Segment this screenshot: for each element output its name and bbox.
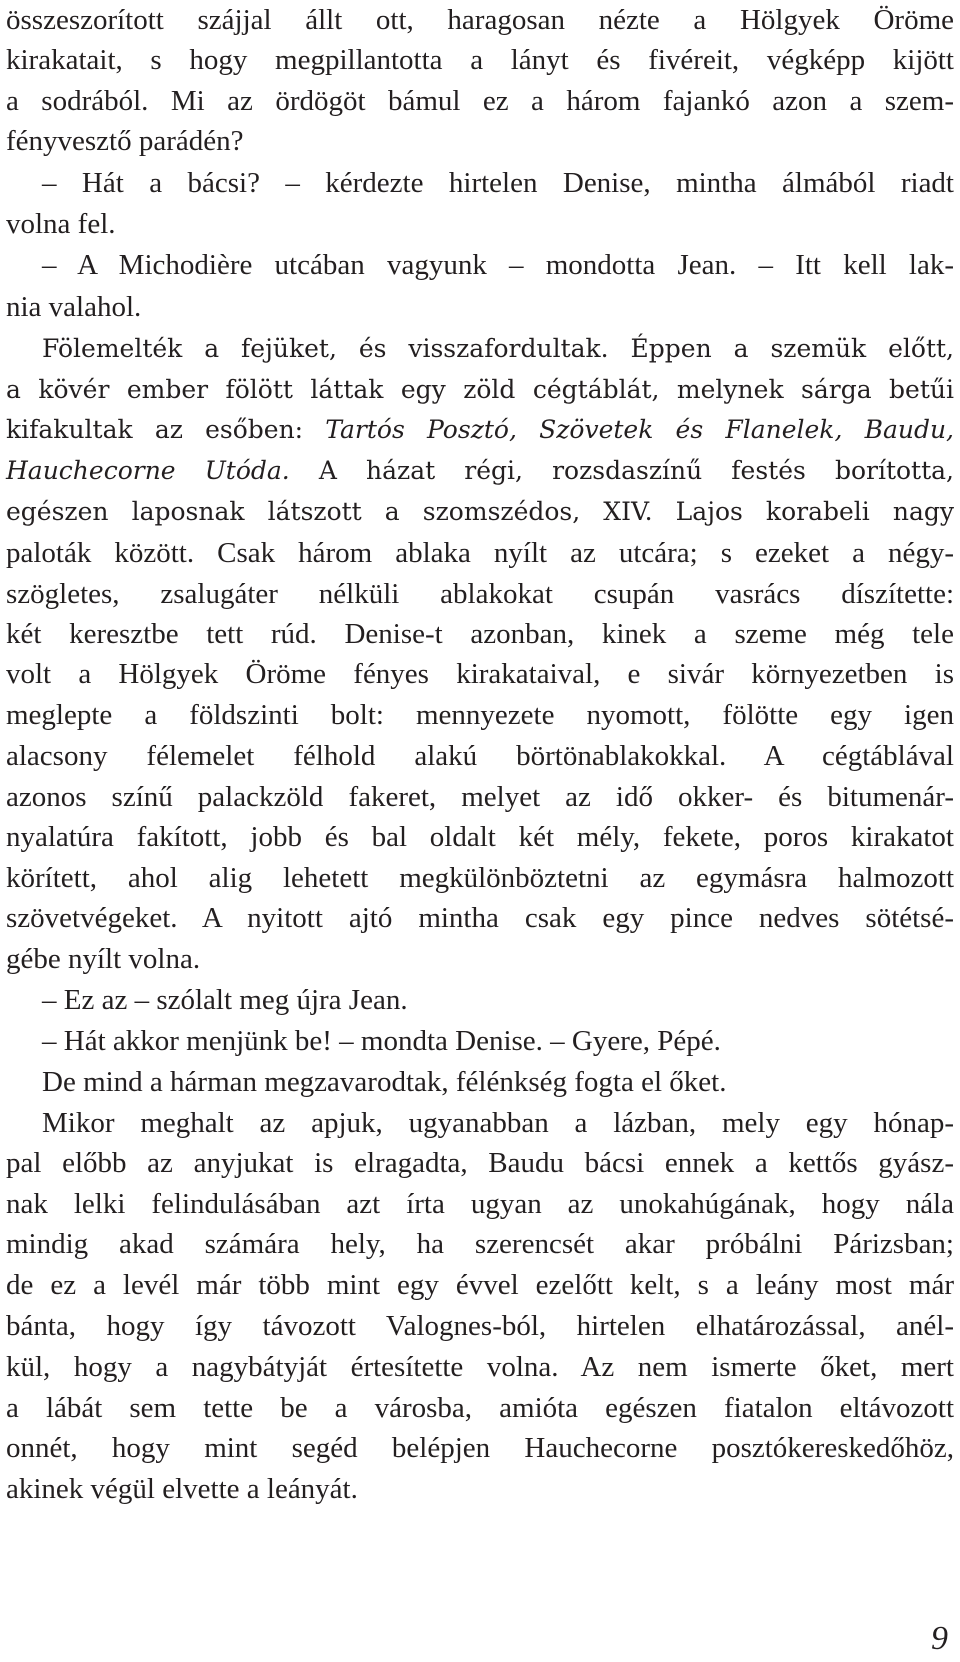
text-line: a kövér ember fölött láttak egy zöld cégtáblát, melynek sárga betűi	[6, 375, 954, 404]
text-line: bánta, hogy így távozott Valognes-ból, hirtelen elhatározással, anél-	[6, 1310, 954, 1342]
text-line: De mind a hárman megzavarodtak, félénkség fogta el őket.	[42, 1066, 727, 1098]
text-line: pal előbb az anyjukat is elragadta, Baudu bácsi ennek a kettős gyász-	[6, 1147, 954, 1179]
text-line	[6, 410, 954, 450]
text-line: volt a Hölgyek Öröme fényes kirakataival, e sivár környezetben is	[6, 658, 954, 690]
text-line: szövetvégeket. A nyitott ajtó mintha csak egy pince nedves sötétsé-	[6, 902, 954, 934]
text-line: azonos színű palackzöld fakeret, melyet az idő okker- és bitumenár-	[6, 781, 954, 813]
text-line: – Hát a bácsi? – kérdezte hirtelen Denise, mintha álmából riadt	[42, 167, 954, 199]
text-line: onnét, hogy mint segéd belépjen Hauchecorne posztókereskedőhöz,	[6, 1432, 954, 1464]
text-span: A házat régi, rozsdaszínű festés borította,	[289, 456, 954, 485]
text-line: Mikor meghalt az apjuk, ugyanabban a lázban, mely egy hónap-	[42, 1107, 954, 1139]
text-line: fényvesztő parádén?	[6, 125, 244, 157]
text-line: akinek végül elvette a leányát.	[6, 1473, 358, 1505]
text-line: mindig akad számára hely, ha szerencsét akar próbálni Párizsban;	[6, 1228, 954, 1260]
text-line: a lábát sem tette be a városba, amióta egészen fiatalon eltávozott	[6, 1392, 954, 1424]
text-line: volna fel.	[6, 208, 116, 240]
text-line: kirakatait, s hogy megpillantotta a lányt és fivéreit, végképp kijött	[6, 44, 954, 76]
text-line	[6, 451, 954, 491]
text-line: gébe nyílt volna.	[6, 943, 201, 975]
text-line: összeszorított szájjal állt ott, haragosan nézte a Hölgyek Öröme	[6, 4, 954, 36]
shop-sign-text: Tartós Posztó, Szövetek és Flanelek, Baudu,	[325, 415, 955, 444]
text-line: a sodrából. Mi az ördögöt bámul ez a három fajankó azon a szem-	[6, 85, 954, 117]
text-line: de ez a levél már több mint egy évvel ezelőtt kelt, s a leány most már	[6, 1269, 954, 1301]
text-line: meglepte a földszinti bolt: mennyezete nyomott, fölötte egy igen	[6, 699, 954, 731]
shop-sign-text: Hauchecorne Utóda.	[6, 456, 290, 485]
text-line: – Ez az – szólalt meg újra Jean.	[42, 984, 408, 1016]
text-line: paloták között. Csak három ablaka nyílt az utcára; s ezeket a négy-	[6, 537, 954, 569]
text-line: két keresztbe tett rúd. Denise-t azonban, kinek a szeme még tele	[6, 618, 954, 650]
text-line: szögletes, zsalugáter nélküli ablakokat csupán vasrács díszítette:	[6, 578, 954, 610]
text-line: Fölemelték a fejüket, és visszafordultak. Éppen a szemük előtt,	[42, 334, 954, 363]
text-line: nak lelki felindulásában azt írta ugyan az unokahúgának, hogy nála	[6, 1188, 954, 1220]
text-line: körített, ahol alig lehetett megkülönböztetni az egymásra halmozott	[6, 862, 954, 894]
text-line: – A Michodière utcában vagyunk – mondotta Jean. – Itt kell lak-	[42, 249, 954, 281]
text-line: nyalatúra fakított, jobb és bal oldalt két mély, fekete, poros kirakatot	[6, 821, 954, 853]
text-line: kül, hogy a nagybátyját értesítette volna. Az nem ismerte őket, mert	[6, 1351, 954, 1383]
book-page	[6, 0, 954, 1662]
text-line: alacsony félemelet félhold alakú börtönablakokkal. A cégtáblával	[6, 740, 954, 772]
page-number: 9	[931, 1620, 948, 1657]
text-line: egészen laposnak látszott a szomszédos, XIV. Lajos korabeli nagy	[6, 497, 954, 526]
text-line: nia valahol.	[6, 291, 142, 323]
text-line: – Hát akkor menjünk be! – mondta Denise. – Gyere, Pépé.	[42, 1025, 721, 1057]
text-span: kifakultak az esőben:	[6, 415, 326, 444]
